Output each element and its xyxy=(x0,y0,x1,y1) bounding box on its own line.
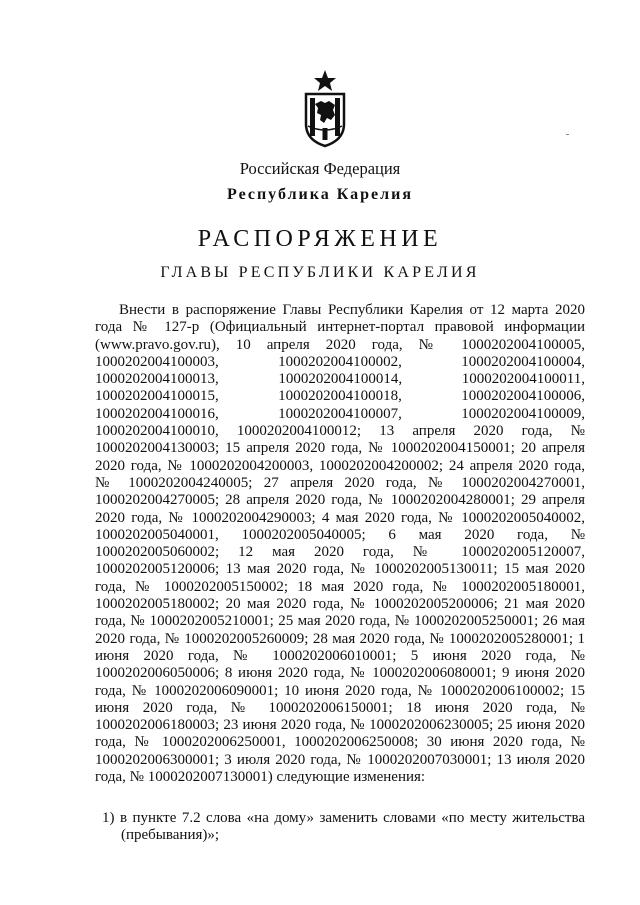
document-body xyxy=(95,302,585,786)
amendments-list xyxy=(95,810,585,845)
list-item: 1) в пункте 7.2 слова «на дому» заменить словами «по месту жительства (пребывания)»; xyxy=(102,810,585,844)
karelia-coat-of-arms-icon xyxy=(300,68,350,148)
document-issuer: ГЛАВЫ РЕСПУБЛИКИ КАРЕЛИЯ xyxy=(160,264,480,281)
document-type-title: РАСПОРЯЖЕНИЕ xyxy=(197,226,443,252)
scan-artifact xyxy=(566,134,569,135)
intro-paragraph: Внести в распоряжение Главы Республики Карелия от 12 марта 2020 года № 127-р (Официальный интернет-портал правовой информации (www.pravo.gov.ru), 10 апреля 2020 года, № 1000202004100005, 1000202004100003, 1000202004100002, 1000202004100004, 1000202004100013, 1000202004100014, 1000202004100011, 1000202004100015, 1000202004100018, 1000202004100006, 1000202004100016, 1000202004100007, 1000202004100009, 1000202004100010, 1000202004100012; 13 апреля 2020 года, № 1000202004130003; 15 апреля 2020 года, № 1000202004150001; 20 апреля 2020 года, № 1000202004200003, 1000202004200002; 24 апреля 2020 года, № 1000202004240005; 27 апреля 2020 года, № 1000202004270001, 1000202004270005; 28 апреля 2020 года, № 1000202004280001; 29 апреля 2020 года, № 1000202004290003; 4 мая 2020 года, № 1000202005040002, 1000202005040001, 1000202005040005; 6 мая 2020 года, № 1000202005060002; 12 мая 2020 года, № 1000202005120007, 1000202005120006; 13 мая 2020 года, № 1000202005130011; 15 мая 2020 года, № 1000202005150002; 18 мая 2020 года, № 1000202005180001, 1000202005180002; 20 мая 2020 года, № 1000202005200006; 21 мая 2020 года, № 1000202005210001; 25 мая 2020 года, № 1000202005250001; 26 мая 2020 года, № 1000202005260009; 28 мая 2020 года, № 1000202005280001; 1 июня 2020 года, № 1000202006010001; 5 июня 2020 года, № 1000202006050006; 8 июня 2020 года, № 1000202006080001; 9 июня 2020 года, № 1000202006090001; 10 июня 2020 года, № 1000202006100002; 15 июня 2020 года, № 1000202006150001; 18 июня 2020 года, № 1000202006180003; 23 июня 2020 года, № 1000202006230005; 25 июня 2020 года, № 1000202006250001, 1000202006250008; 30 июня 2020 года, № 1000202006300001; 3 июля 2020 года, № 1000202007030001; 13 июля 2020 года, № 1000202007130001) следующие изменения: xyxy=(95,302,585,786)
republic-name: Республика Карелия xyxy=(227,186,413,203)
country-name: Российская Федерация xyxy=(239,159,401,178)
